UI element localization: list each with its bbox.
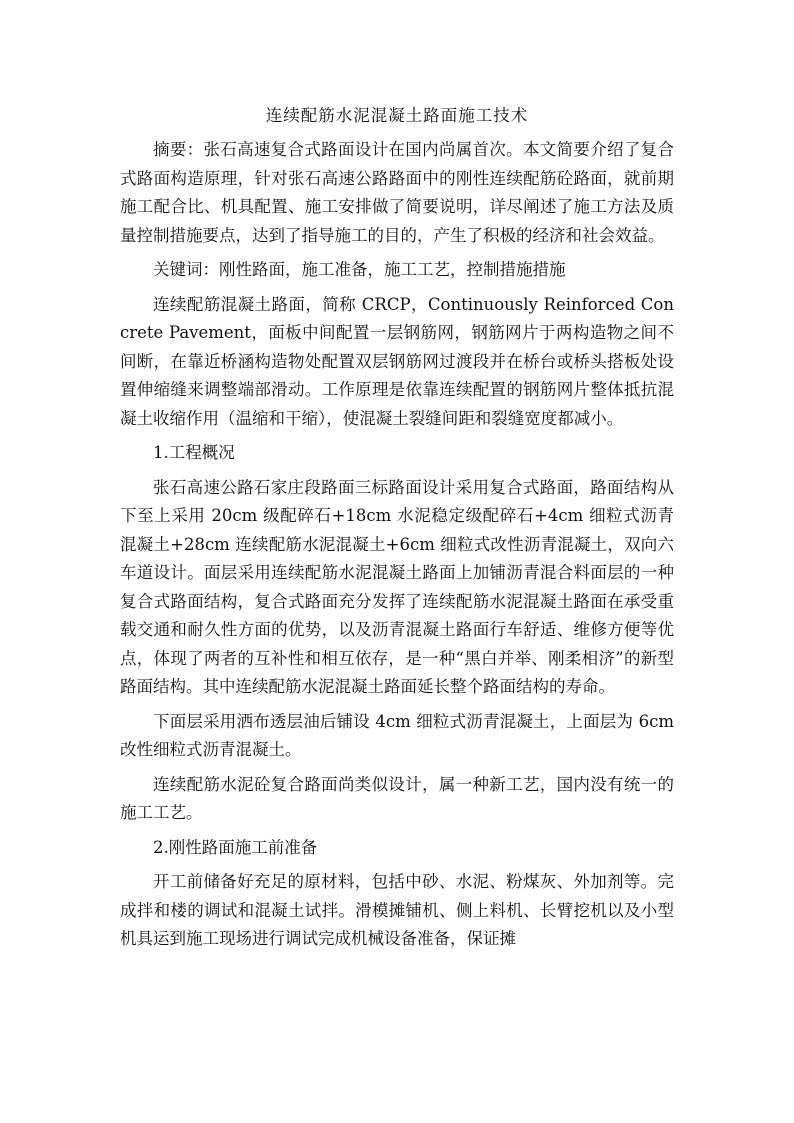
intro-paragraph: 连续配筋混凝土路面，简称 CRCP，Continuously Reinforced Concrete Pavement，面板中间配置一层钢筋网，钢筋网片于两构造物之间不间断，在靠近桥涵构造物处配置双层钢筋网过渡段并在桥台或桥头搭板处设置伸缩缝来调整端部滑动。工作原理是依靠连续配置的钢筋网片整体抵抗混凝土收缩作用（温缩和干缩），使混凝土裂缝间距和裂缝宽度都减小。 (120, 294, 674, 428)
section-2-heading: 2.刚性路面施工前准备 (153, 837, 318, 857)
section-2-paragraph-1: 开工前储备好充足的原材料，包括中砂、水泥、粉煤灰、外加剂等。完成拌和楼的调试和混凝土试拌。滑模摊铺机、侧上料机、长臂挖机以及小型机具运到施工现场进行调试完成机械设备准备，保证摊 (120, 872, 674, 948)
document-page (120, 98, 674, 960)
section-1-paragraph-2: 下面层采用洒布透层油后铺设 4cm 细粒式沥青混凝土，上面层为 6cm 改性细粒式沥青混凝土。 (120, 711, 674, 759)
section-1-heading: 1.工程概况 (153, 443, 235, 462)
document-title: 连续配筋水泥混凝土路面施工技术 (265, 106, 529, 125)
section-1-paragraph-3: 连续配筋水泥砼复合路面尚类似设计，属一种新工艺，国内没有统一的施工工艺。 (120, 774, 674, 822)
section-1-paragraph-1: 张石高速公路石家庄段路面三标路面设计采用复合式路面，路面结构从下至上采用 20cm 级配碎石+18cm 水泥稳定级配碎石+4cm 细粒式沥青混凝土+28cm 连续配筋水泥混凝土+6cm 细粒式改性沥青混凝土，双向六车道设计。面层采用连续配筋水泥混凝土路面上加铺沥青混合料面层的一种复合式路面结构，复合式路面充分发挥了连续配筋水泥混凝土路面在承受重载交通和耐久性方面的优势，以及沥青混凝土路面行车舒适、维修方便等优点，体现了两者的互补性和相互依存，是一种“黑白并举、刚柔相济”的新型路面结构。其中连续配筋水泥混凝土路面延长整个路面结构的寿命。 (120, 477, 674, 696)
abstract-paragraph: 摘要：张石高速复合式路面设计在国内尚属首次。本文简要介绍了复合式路面构造原理，针对张石高速公路路面中的刚性连续配筋砼路面，就前期施工配合比、机具配置、施工安排做了简要说明，详尽阐述了施工方法及质量控制措施要点，达到了指导施工的目的，产生了积极的经济和社会效益。 (120, 140, 674, 245)
keywords-paragraph: 关键词：刚性路面，施工准备，施工工艺，控制措施措施 (153, 260, 566, 279)
